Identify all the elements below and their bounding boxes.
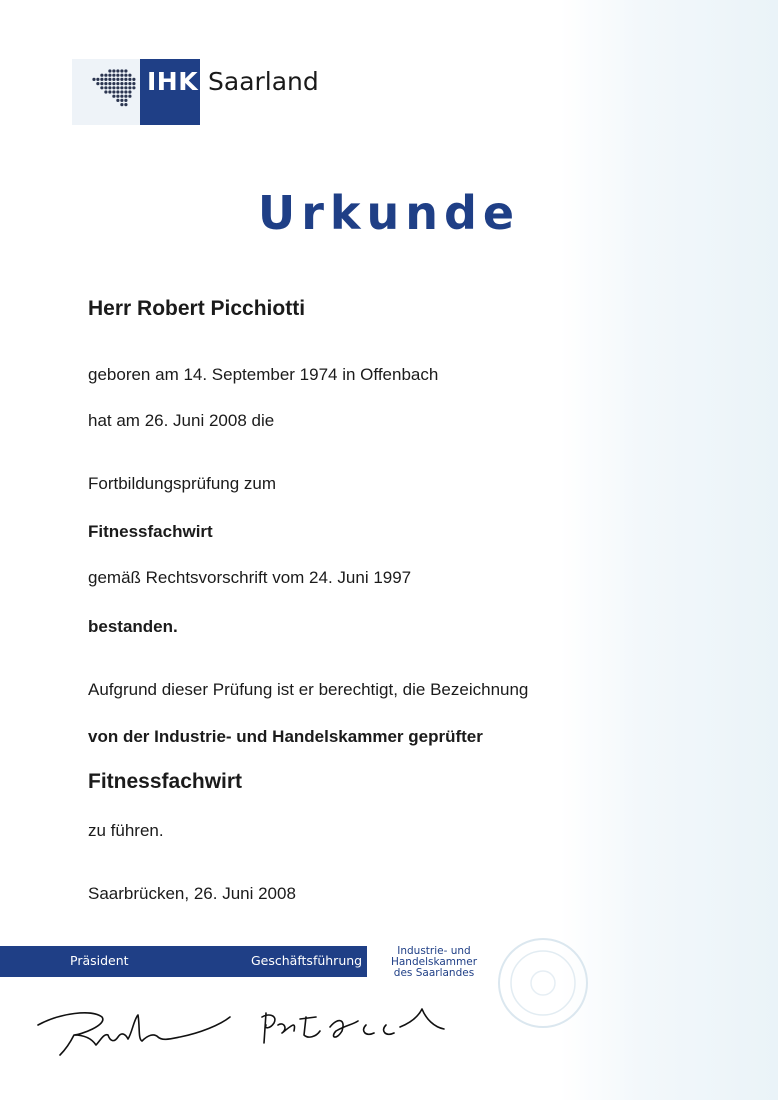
result-line: bestanden. [88,617,178,636]
chamber-name [378,946,490,979]
president-signature [38,1013,230,1055]
place-date-line: Saarbrücken, 26. Juni 2008 [88,884,296,903]
birth-line: geboren am 14. September 1974 in Offenbach [88,365,439,384]
saarland-map-icon [72,59,140,125]
closing-line: zu führen. [88,821,164,840]
entitlement-line: Aufgrund dieser Prüfung ist er berechtigt, die Bezeichnung [88,680,529,699]
regulation-line: gemäß Rechtsvorschrift vom 24. Juni 1997 [88,568,412,587]
handwritten-signatures [30,995,460,1070]
president-label: Präsident [70,953,129,968]
chamber-name-line: Industrie- und [397,945,471,957]
chamber-name-line: des Saarlandes [393,967,475,979]
exam-date-line: hat am 26. Juni 2008 die [88,411,275,430]
issuer-phrase-line: von der Industrie- und Handelskammer geprüfter [88,727,483,746]
ihk-logo [72,59,322,125]
recipient-name: Herr Robert Picchiotti [88,297,306,320]
awarded-title-line: Fitnessfachwirt [88,770,243,793]
signature-bar [0,946,367,977]
logo-ihk-text: IHK [147,67,199,96]
management-label: Geschäftsführung [251,953,363,968]
embossed-seal-icon [495,935,591,1031]
certificate-title: Urkunde [257,186,521,240]
logo-region-text: Saarland [208,67,319,96]
exam-type-line: Fortbildungsprüfung zum [88,474,277,493]
qualification-line: Fitnessfachwirt [88,522,213,541]
chamber-name-line: Handelskammer [390,956,478,968]
management-signature [262,1009,444,1043]
